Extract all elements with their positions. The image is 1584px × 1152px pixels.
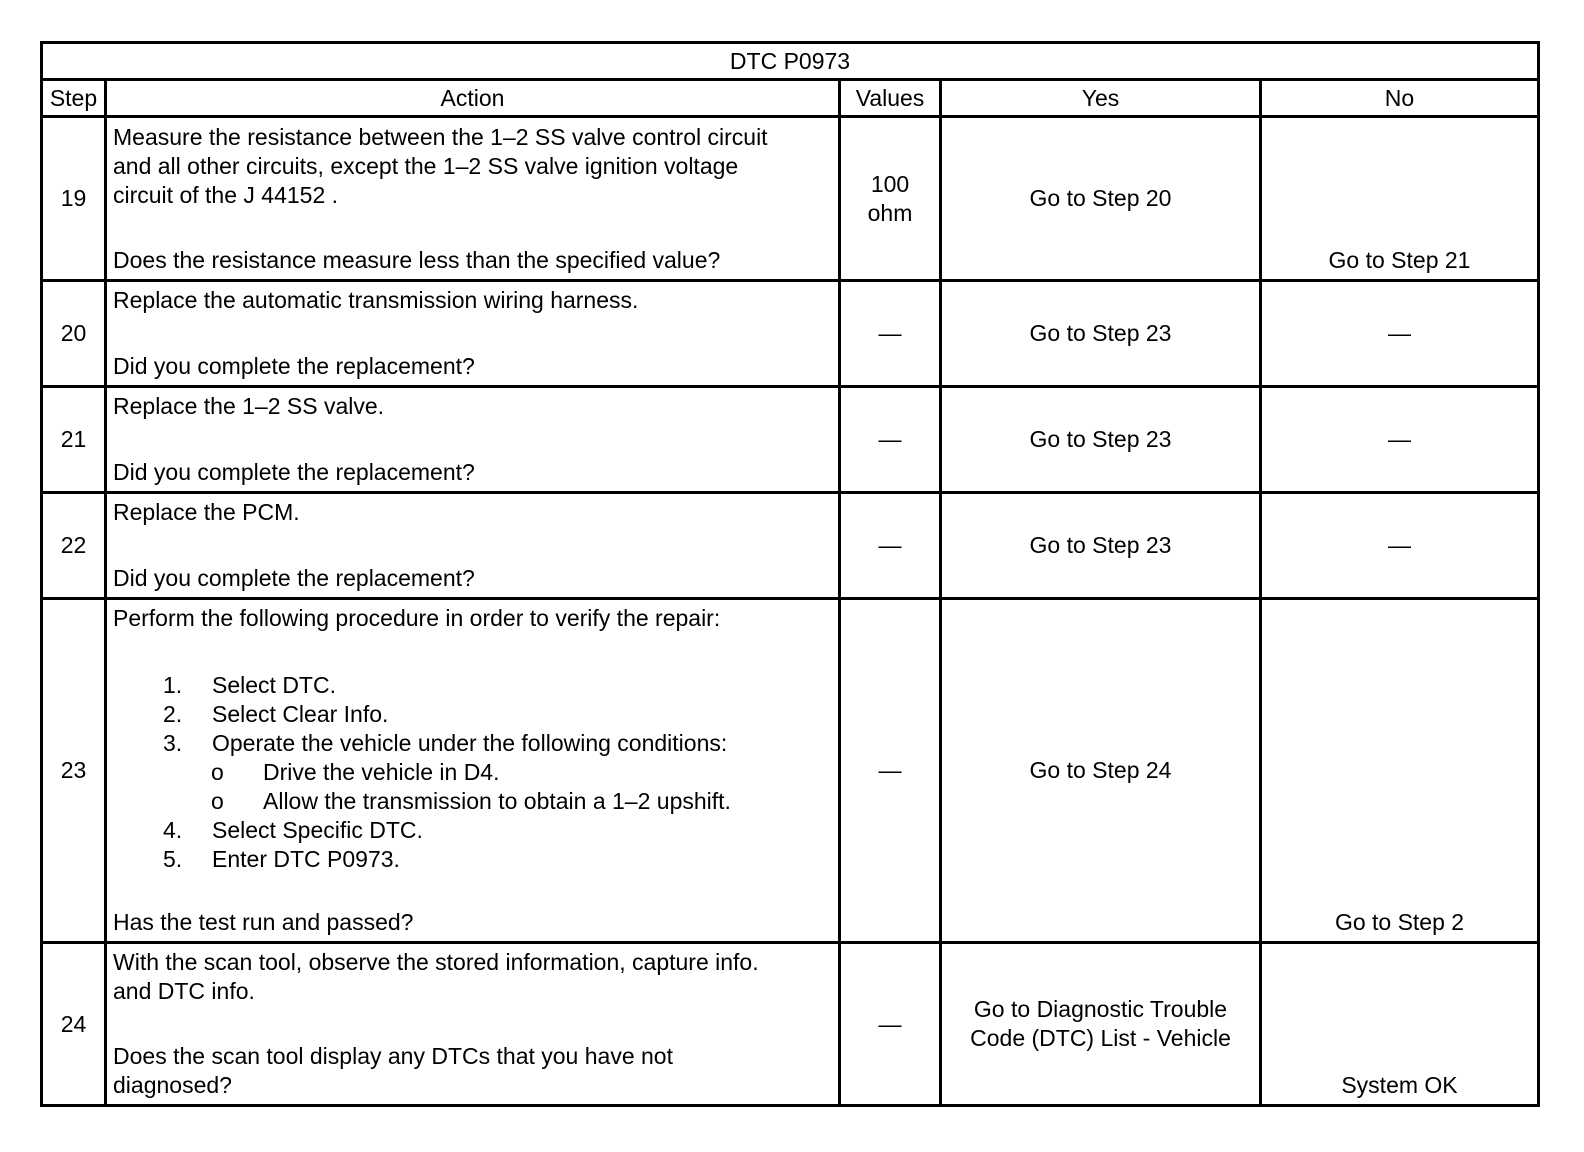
action-line: circuit of the J 44152 .	[113, 181, 339, 208]
no-cell: —	[1261, 493, 1539, 599]
header-yes: Yes	[941, 80, 1261, 117]
header-row	[42, 80, 1539, 117]
step-number: 21	[42, 387, 106, 493]
action-line: and DTC info.	[113, 978, 255, 1004]
value-unit: ohm	[867, 199, 913, 226]
table-title: DTC P0973	[42, 43, 1539, 80]
action-text: Replace the 1–2 SS valve.	[113, 393, 385, 419]
yes-cell: Go to Step 24	[941, 599, 1261, 943]
yes-cell: Go to Step 23	[941, 281, 1261, 387]
table-row	[42, 281, 1539, 387]
list-item: o Drive the vehicle in D4.	[211, 759, 500, 785]
title-row	[42, 43, 1539, 80]
action-question: diagnosed?	[113, 1072, 232, 1098]
action-cell	[106, 599, 840, 943]
table-row	[42, 599, 1539, 943]
procedure-list	[113, 816, 832, 874]
header-action: Action	[106, 80, 840, 117]
action-question: Does the scan tool display any DTCs that you have not	[113, 1043, 673, 1069]
step-number: 19	[42, 117, 106, 281]
list-item: 3. Operate the vehicle under the following conditions:	[163, 730, 728, 756]
yes-line: Code (DTC) List - Vehicle	[970, 1025, 1231, 1051]
action-line: Measure the resistance between the 1–2 SS valve control circuit	[113, 123, 768, 150]
action-cell	[106, 493, 840, 599]
table-row	[42, 117, 1539, 281]
bullet: o	[211, 788, 224, 814]
value-cell	[840, 117, 941, 281]
action-text: Perform the following procedure in order to verify the repair:	[113, 605, 721, 631]
yes-cell: Go to Step 23	[941, 493, 1261, 599]
action-cell	[106, 281, 840, 387]
action-question: Did you complete the replacement?	[113, 565, 475, 591]
action-question: Did you complete the replacement?	[113, 459, 475, 485]
yes-cell	[941, 943, 1261, 1106]
action-text: Replace the PCM.	[113, 499, 300, 525]
header-no: No	[1261, 80, 1539, 117]
list-item: 5. Enter DTC P0973.	[163, 846, 400, 872]
yes-cell: Go to Step 23	[941, 387, 1261, 493]
value-cell: —	[840, 387, 941, 493]
sub-procedure-list	[113, 758, 832, 816]
value-cell: —	[840, 599, 941, 943]
step-number: 22	[42, 493, 106, 599]
no-cell: —	[1261, 281, 1539, 387]
bullet: o	[211, 759, 224, 785]
action-question: Has the test run and passed?	[113, 909, 414, 935]
no-cell: Go to Step 2	[1261, 599, 1539, 943]
list-item: 4. Select Specific DTC.	[163, 817, 423, 843]
action-question: Did you complete the replacement?	[113, 353, 475, 379]
action-cell	[106, 117, 840, 281]
action-text: Replace the automatic transmission wiring harness.	[113, 287, 639, 313]
step-number: 24	[42, 943, 106, 1106]
dtc-table	[40, 41, 1540, 1107]
step-number: 23	[42, 599, 106, 943]
value-cell: —	[840, 943, 941, 1106]
action-cell	[106, 943, 840, 1106]
step-number: 20	[42, 281, 106, 387]
no-cell: Go to Step 21	[1261, 117, 1539, 281]
no-cell: System OK	[1261, 943, 1539, 1106]
procedure-list	[113, 671, 832, 758]
list-item: o Allow the transmission to obtain a 1–2 upshift.	[211, 788, 731, 814]
value-cell: —	[840, 281, 941, 387]
list-item: 2. Select Clear Info.	[163, 701, 389, 727]
yes-cell: Go to Step 20	[941, 117, 1261, 281]
table-row	[42, 493, 1539, 599]
header-values: Values	[840, 80, 941, 117]
header-step: Step	[42, 80, 106, 117]
action-cell	[106, 387, 840, 493]
no-cell: —	[1261, 387, 1539, 493]
table-row	[42, 943, 1539, 1106]
action-line: With the scan tool, observe the stored information, capture info.	[113, 949, 759, 975]
table-row	[42, 387, 1539, 493]
action-question: Does the resistance measure less than the specified value?	[113, 246, 721, 273]
value-number: 100	[870, 170, 910, 197]
action-line: and all other circuits, except the 1–2 SS valve ignition voltage	[113, 152, 739, 179]
list-item: 1. Select DTC.	[163, 672, 336, 698]
value-cell: —	[840, 493, 941, 599]
yes-line: Go to Diagnostic Trouble	[973, 996, 1228, 1022]
